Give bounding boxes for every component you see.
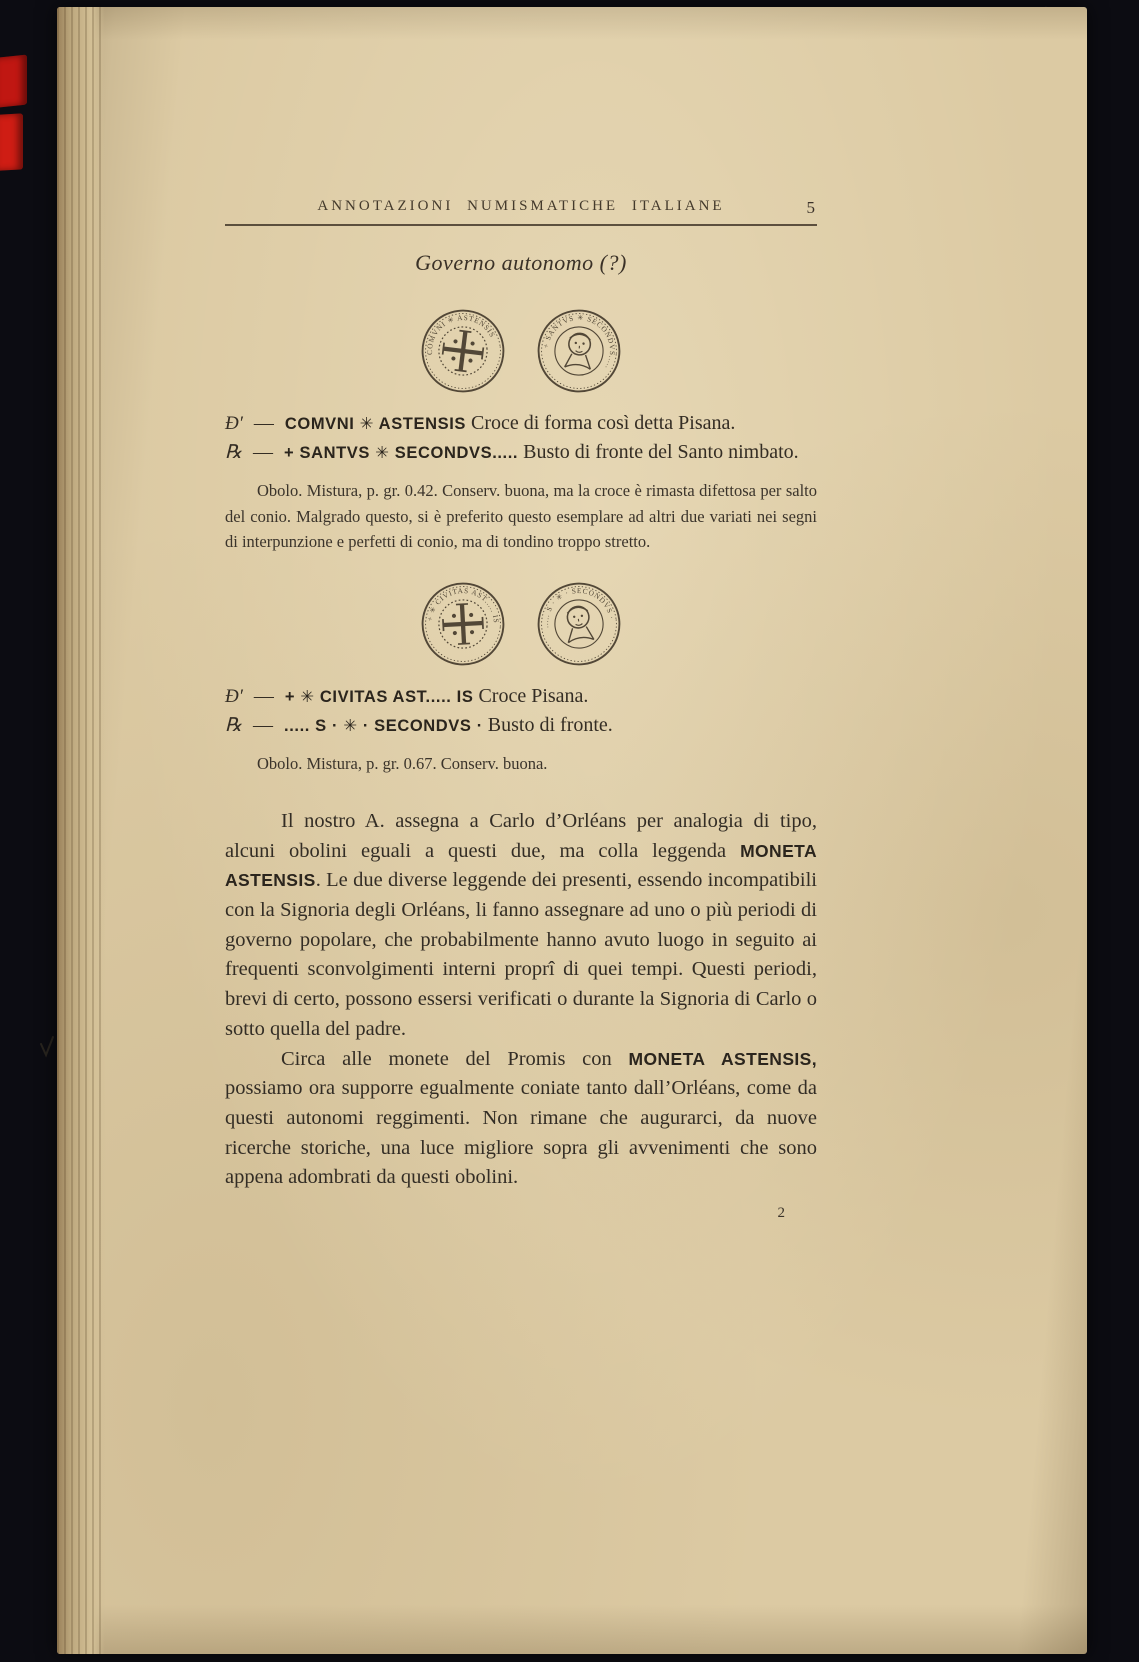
coin-obverse-cross-1 — [415, 303, 511, 399]
paragraph-text: possiamo ora supporre egualmente coniate tanto dall’Orléans, come da questi autonomi reggimenti. Non rimane che augurarci, da nuove ricerche storiche, una luce migliore sopra gli avvenimenti che sono appena adombrati da questi obolini. — [225, 1077, 817, 1189]
entry-note: Obolo. Mistura, p. gr. 0.67. Conserv. buona. — [257, 754, 548, 774]
obverse-line — [225, 682, 817, 711]
obverse-description: Croce Pisana. — [478, 685, 589, 708]
dash-separator: — — [253, 714, 274, 737]
red-cover-edge-top — [0, 55, 27, 108]
page-header — [225, 7, 817, 215]
body-paragraph-1 — [225, 807, 817, 1045]
obverse-legend: + ✳ CIVITAS AST..... IS — [284, 688, 474, 707]
page-content — [225, 7, 817, 1222]
coin-entry-2 — [225, 682, 817, 777]
coin-obverse-cross-2 — [416, 578, 509, 671]
coin-reverse-bust-1 — [532, 304, 625, 397]
coin-illustration-row-1 — [225, 308, 817, 394]
book-page — [57, 7, 1087, 1654]
red-cover-edge-bottom — [0, 113, 23, 170]
coin-legend-text: + ✳ CIVITAS AST..... IS — [425, 586, 502, 624]
reverse-label: ℞ — [225, 715, 243, 737]
page-number: 5 — [806, 198, 815, 217]
obverse-line — [225, 409, 817, 438]
svg-text:+ SANTVS ✳ SECONDVS..... — [540, 310, 621, 372]
svg-text:..... S · ✳ · SECONDVS · — [537, 582, 617, 629]
reverse-line — [225, 711, 817, 740]
paragraph-text: Il nostro A. assegna a Carlo d’Orléans per analogia di tipo, alcuni obolini eguali a questi due, ma colla leggenda — [225, 809, 817, 862]
coin-legend-text: + SANTVS ✳ SECONDVS..... — [541, 312, 618, 372]
reverse-legend: + SANTVS ✳ SECONDVS..... — [284, 443, 519, 462]
reverse-description: Busto di fronte del Santo nimbato. — [523, 440, 799, 463]
obverse-legend: COMVNI ✳ ASTENSIS — [284, 415, 466, 433]
signature-mark: 2 — [777, 1205, 785, 1222]
reverse-legend: ..... S · ✳ · SECONDVS · — [284, 717, 483, 736]
emphasized-legend-text: MONETA ASTENSIS, — [628, 1048, 818, 1069]
reverse-description: Busto di fronte. — [487, 714, 613, 737]
paragraph-text: . Le due diverse leggende dei presenti, essendo incompatibili con la Signoria degli Orléans, li fanno assegnare ad uno o più periodi di governo popolare, che probabilmente hanno avuto luogo in seguito ai frequenti sconvolgimenti interni proprî di quei tempi. Questi periodi, brevi di certo, possono essersi verificati o durante la Signoria di Carlo o sotto quella del padre. — [225, 869, 817, 1040]
paragraph-text: Circa alle monete del Promis con — [281, 1047, 629, 1070]
obverse-label: Ɖ′ — [225, 686, 243, 708]
coin-illustration-row-2 — [225, 581, 817, 667]
entry-note: Obolo. Mistura, p. gr. 0.42. Conserv. buona, ma la croce è rimasta difettosa per salto del conio. Malgrado questo, si è preferito questo esemplare ad altri due variati nei segni di interpunzione e perfetti di conio, ma di tondino troppo stretto. — [225, 480, 817, 552]
coin-legend-text: ..... S · ✳ · SECONDVS · — [541, 586, 617, 629]
obverse-label: Ɖ′ — [225, 413, 243, 434]
coin-reverse-bust-2 — [531, 576, 627, 672]
dash-separator: — — [253, 440, 274, 463]
book-binding — [57, 7, 105, 1654]
reverse-line — [225, 438, 817, 467]
obverse-description: Croce di forma così detta Pisana. — [471, 412, 736, 434]
emphasized-legend-text: MONETA ASTENSIS — [225, 840, 817, 891]
section-title: Governo autonomo (?) — [415, 250, 627, 275]
reverse-label: ℞ — [225, 441, 243, 463]
header-rule — [225, 224, 817, 226]
running-title: ANNOTAZIONI NUMISMATICHE ITALIANE — [317, 198, 725, 214]
dash-separator: — — [253, 685, 274, 708]
body-paragraph-2 — [225, 1045, 817, 1194]
pencil-check-mark — [38, 1036, 56, 1063]
coin-entry-1 — [225, 409, 817, 555]
coin-legend-text: COMVNI ✳ ASTENSIS — [424, 312, 498, 356]
dash-separator: — — [253, 412, 274, 434]
